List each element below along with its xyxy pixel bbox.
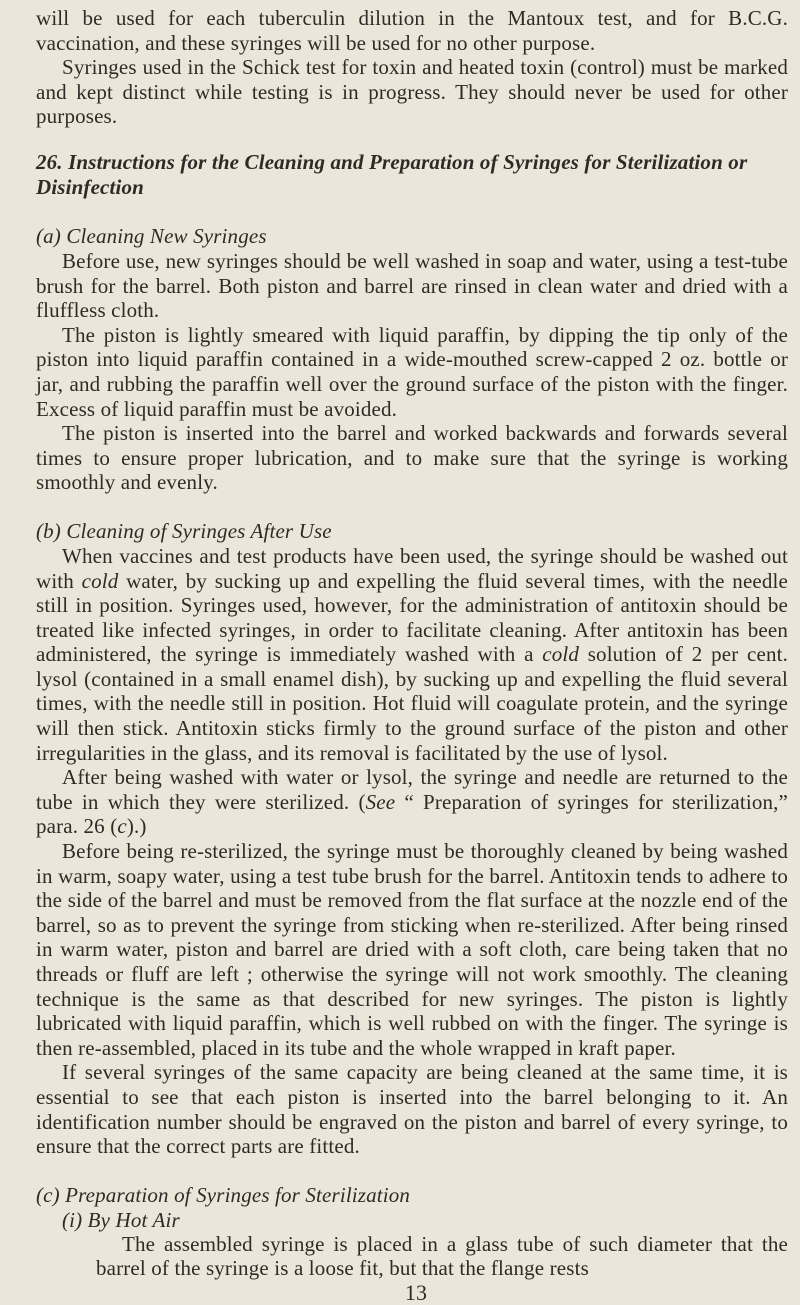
subheading-c: (c) Preparation of Syringes for Sterilization: [36, 1182, 411, 1207]
paragraph-a-3: The piston is inserted into the barrel and worked backwards and forwards several times to ensure proper lubrication, and to make sure that the syringe is working smoothly and evenly.: [36, 421, 788, 495]
paragraph-a-1: Before use, new syringes should be well washed in soap and water, using a test-tube brush for the barrel. Both piston and barrel are rinsed in clean water and dried with a fluffless cloth.: [36, 248, 788, 323]
subheading-a: (a) Cleaning New Syringes: [36, 223, 267, 248]
paragraph-intro: will be used for each tuberculin dilution in the Mantoux test, and for B.C.G. vaccination, and these syringes will be used for no other purpose.: [36, 6, 788, 55]
text-run: ).): [126, 814, 147, 839]
text-run: “ Preparation of syringes for sterilization,” para. 26 (: [36, 789, 789, 839]
text-run: solution of 2 per cent. lysol (contained in a small enamel dish), by sucking up and expelling the fluid several times, with the needle still in position. Hot fluid will coagulate protein, and the syringe will then stick. Antitoxin sticks firmly to the ground surface of the piston and other irregularities in the glass, and its removal is facilitated by the use of lysol.: [36, 642, 788, 765]
emphasis-cold: cold: [542, 642, 580, 667]
paragraph-c-1: The assembled syringe is placed in a glass tube of such diameter that the barrel of the syringe is a loose fit, but that the flange rests: [96, 1231, 788, 1281]
emphasis-cold: cold: [81, 568, 119, 593]
text-run: water, by sucking up and expelling the fluid several times, with the needle still in position. Syringes used, however, for the administration of antitoxin should be treated like infected syringes, in order to facilitate cleaning. After antitoxin has been administered, the syringe is immediately washed with a: [36, 568, 788, 667]
paragraph-a-2: The piston is lightly smeared with liquid paraffin, by dipping the tip only of the piston into liquid paraffin contained in a wide-mouthed screw-capped 2 oz. bottle or jar, and rubbing the paraffin well over the ground surface of the piston with the finger. Excess of liquid paraffin must be avoided.: [36, 322, 788, 421]
section-heading-26: 26. Instructions for the Cleaning and Preparation of Syringes for Sterilization or Disinfection: [36, 149, 748, 199]
emphasis-c: c: [117, 814, 127, 839]
paragraph-b-4: If several syringes of the same capacity are being cleaned at the same time, it is essential to see that each piston is inserted into the barrel belonging to it. An identification number should be engraved on the piston and barrel of every syringe, to ensure that the correct parts are fitted.: [36, 1060, 788, 1159]
text-run: When vaccines and test products have been used, the syringe should be washed out with: [36, 543, 788, 593]
text-run: After being washed with water or lysol, the syringe and needle are returned to the tube in which they were sterilized. (: [36, 765, 788, 814]
paragraph-b-1: [36, 544, 788, 765]
emphasis-see: See: [365, 789, 396, 814]
subheading-b: (b) Cleaning of Syringes After Use: [36, 518, 332, 543]
subheading-c-i: (i) By Hot Air: [62, 1207, 180, 1232]
page-number: 13: [404, 1279, 428, 1305]
paragraph-b-2: [36, 765, 788, 839]
paragraph-schick-syringes: Syringes used in the Schick test for toxin and heated toxin (control) must be marked and kept distinct while testing is in progress. They should never be used for other purposes.: [36, 55, 788, 129]
paragraph-b-3: Before being re-sterilized, the syringe must be thoroughly cleaned by being washed in warm, soapy water, using a test tube brush for the barrel. Antitoxin tends to adhere to the side of the barrel and must be removed from the flat surface at the nozzle end of the barrel, so as to prevent the syringe from sticking when re-sterilized. After being rinsed in warm water, piston and barrel are dried with a soft cloth, care being taken that no threads or fluff are left ; otherwise the syringe will not work smoothly. The cleaning technique is the same as that described for new syringes. The piston is lightly lubricated with liquid paraffin, which is well rubbed on with the finger. The syringe is then re-assembled, placed in its tube and the whole wrapped in kraft paper.: [36, 839, 788, 1060]
